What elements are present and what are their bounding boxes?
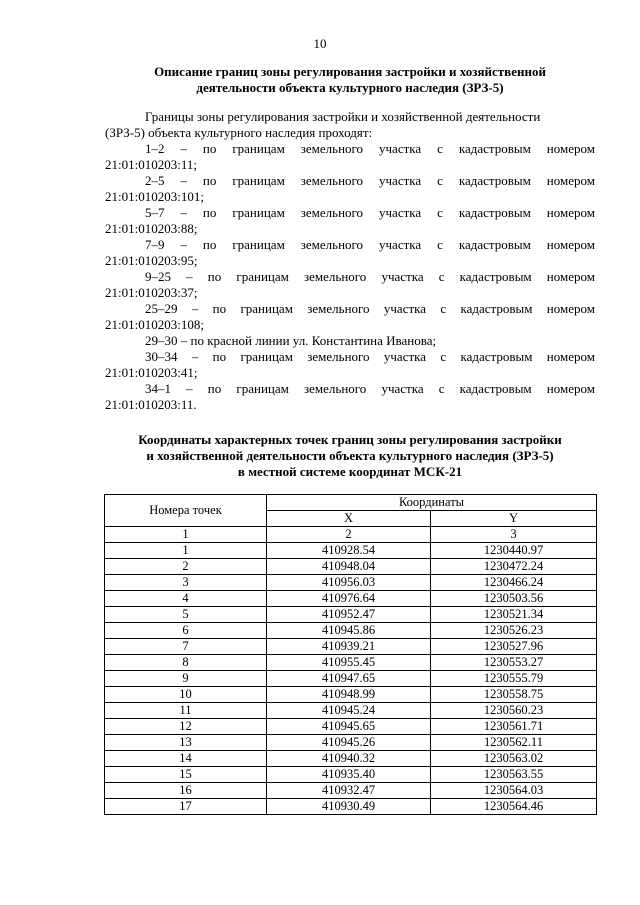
header-points: Номера точек bbox=[105, 495, 267, 527]
x-coordinate: 410948.04 bbox=[267, 559, 431, 575]
word: земельного bbox=[300, 205, 364, 220]
table-row bbox=[105, 623, 597, 639]
word: кадастровым bbox=[458, 141, 531, 156]
point-number: 7 bbox=[105, 639, 267, 655]
y-coordinate: 1230560.23 bbox=[431, 703, 597, 719]
x-coordinate: 410930.49 bbox=[267, 799, 431, 815]
table-row bbox=[105, 639, 597, 655]
word: – bbox=[180, 237, 187, 252]
boundary-description bbox=[105, 109, 595, 413]
word: 5–7 bbox=[145, 205, 165, 220]
word: кадастровым bbox=[458, 173, 531, 188]
point-number: 17 bbox=[105, 799, 267, 815]
cadastral-number: 21:01:010203:95; bbox=[105, 253, 198, 268]
x-coordinate: 410956.03 bbox=[267, 575, 431, 591]
table-row bbox=[105, 703, 597, 719]
column-number: 2 bbox=[267, 527, 431, 543]
word: по bbox=[202, 141, 217, 156]
x-coordinate: 410940.32 bbox=[267, 751, 431, 767]
word: 30–34 bbox=[145, 349, 178, 364]
point-number: 9 bbox=[105, 671, 267, 687]
word: участка bbox=[383, 349, 427, 364]
intro-line: (ЗРЗ-5) объекта культурного наследия проходят: bbox=[105, 125, 373, 140]
word: кадастровым bbox=[460, 349, 533, 364]
section2-title bbox=[100, 432, 600, 480]
x-coordinate: 410935.40 bbox=[267, 767, 431, 783]
y-coordinate: 1230563.55 bbox=[431, 767, 597, 783]
word: 34–1 bbox=[145, 381, 171, 396]
word: номером bbox=[546, 381, 595, 396]
point-number: 11 bbox=[105, 703, 267, 719]
word: земельного bbox=[300, 237, 364, 252]
table-row bbox=[105, 751, 597, 767]
cadastral-number: 21:01:010203:37; bbox=[105, 285, 198, 300]
word: 7–9 bbox=[145, 237, 165, 252]
point-number: 4 bbox=[105, 591, 267, 607]
y-coordinate: 1230440.97 bbox=[431, 543, 597, 559]
intro-line: Границы зоны регулирования застройки и хозяйственной деятельности bbox=[145, 109, 541, 124]
word: границам bbox=[232, 205, 285, 220]
word: 25–29 bbox=[145, 301, 178, 316]
y-coordinate: 1230466.24 bbox=[431, 575, 597, 591]
boundary-item-line bbox=[105, 173, 595, 189]
boundary-items-after bbox=[105, 349, 595, 413]
point-number: 14 bbox=[105, 751, 267, 767]
y-coordinate: 1230521.34 bbox=[431, 607, 597, 623]
word: 2–5 bbox=[145, 173, 165, 188]
cadastral-number: 21:01:010203:88; bbox=[105, 221, 198, 236]
word: с bbox=[437, 205, 443, 220]
y-coordinate: 1230561.71 bbox=[431, 719, 597, 735]
word: с bbox=[437, 237, 443, 252]
table-row bbox=[105, 543, 597, 559]
x-coordinate: 410955.45 bbox=[267, 655, 431, 671]
word: – bbox=[180, 141, 187, 156]
point-number: 6 bbox=[105, 623, 267, 639]
word: по bbox=[212, 301, 227, 316]
red-line-item: 29–30 – по красной линии ул. Константина Иванова; bbox=[145, 333, 437, 348]
word: номером bbox=[546, 173, 595, 188]
y-coordinate: 1230553.27 bbox=[431, 655, 597, 671]
point-number: 5 bbox=[105, 607, 267, 623]
word: границам bbox=[240, 301, 293, 316]
word: участка bbox=[383, 301, 427, 316]
word: с bbox=[440, 301, 447, 316]
word: по bbox=[207, 381, 222, 396]
table-row bbox=[105, 735, 597, 751]
y-coordinate: 1230562.11 bbox=[431, 735, 597, 751]
word: с bbox=[437, 141, 443, 156]
y-coordinate: 1230564.46 bbox=[431, 799, 597, 815]
header-x: X bbox=[267, 511, 431, 527]
word: участка bbox=[379, 237, 422, 252]
point-number: 8 bbox=[105, 655, 267, 671]
word: номером bbox=[546, 205, 595, 220]
header-y: Y bbox=[431, 511, 597, 527]
section2-title-line: в местной системе координат МСК-21 bbox=[237, 464, 463, 479]
word: участка bbox=[381, 381, 424, 396]
word: по bbox=[202, 237, 217, 252]
y-coordinate: 1230526.23 bbox=[431, 623, 597, 639]
word: – bbox=[180, 205, 187, 220]
cadastral-number: 21:01:010203:108; bbox=[105, 317, 204, 332]
word: границам bbox=[240, 349, 293, 364]
word: земельного bbox=[307, 349, 370, 364]
boundary-item-line bbox=[105, 237, 595, 253]
table-row bbox=[105, 719, 597, 735]
word: номером bbox=[546, 301, 595, 316]
x-coordinate: 410952.47 bbox=[267, 607, 431, 623]
x-coordinate: 410947.65 bbox=[267, 671, 431, 687]
page-number: 10 bbox=[313, 36, 327, 51]
word: с bbox=[440, 349, 447, 364]
y-coordinate: 1230472.24 bbox=[431, 559, 597, 575]
section1-title-line: Описание границ зоны регулирования застройки и хозяйственной bbox=[154, 64, 546, 79]
point-number: 3 bbox=[105, 575, 267, 591]
y-coordinate: 1230563.02 bbox=[431, 751, 597, 767]
word: – bbox=[186, 269, 193, 284]
table-row bbox=[105, 767, 597, 783]
cadastral-number: 21:01:010203:11. bbox=[105, 397, 197, 412]
boundary-item-line bbox=[105, 301, 595, 317]
word: с bbox=[438, 269, 445, 284]
cadastral-number: 21:01:010203:101; bbox=[105, 189, 204, 204]
y-coordinate: 1230564.03 bbox=[431, 783, 597, 799]
header-coordinates: Координаты bbox=[267, 495, 597, 511]
coordinates-table bbox=[104, 494, 597, 815]
table-row bbox=[105, 559, 597, 575]
word: – bbox=[180, 173, 187, 188]
y-coordinate: 1230558.75 bbox=[431, 687, 597, 703]
table-row bbox=[105, 799, 597, 815]
y-coordinate: 1230527.96 bbox=[431, 639, 597, 655]
x-coordinate: 410939.21 bbox=[267, 639, 431, 655]
x-coordinate: 410945.24 bbox=[267, 703, 431, 719]
x-coordinate: 410976.64 bbox=[267, 591, 431, 607]
word: границам bbox=[232, 237, 285, 252]
word: кадастровым bbox=[458, 237, 531, 252]
x-coordinate: 410928.54 bbox=[267, 543, 431, 559]
table-row bbox=[105, 575, 597, 591]
table-row bbox=[105, 783, 597, 799]
cadastral-number: 21:01:010203:11; bbox=[105, 157, 197, 172]
word: границам bbox=[236, 269, 289, 284]
point-number: 1 bbox=[105, 543, 267, 559]
word: земельного bbox=[304, 269, 367, 284]
word: границам bbox=[236, 381, 289, 396]
word: участка bbox=[381, 269, 424, 284]
word: – bbox=[186, 381, 193, 396]
word: по bbox=[202, 205, 217, 220]
boundary-item-line bbox=[105, 141, 595, 157]
x-coordinate: 410945.65 bbox=[267, 719, 431, 735]
x-coordinate: 410932.47 bbox=[267, 783, 431, 799]
boundary-item-line bbox=[105, 205, 595, 221]
word: по bbox=[202, 173, 217, 188]
x-coordinate: 410945.26 bbox=[267, 735, 431, 751]
word: номером bbox=[546, 237, 595, 252]
x-coordinate: 410948.99 bbox=[267, 687, 431, 703]
boundary-item-line bbox=[105, 381, 595, 397]
word: границам bbox=[232, 173, 285, 188]
word: кадастровым bbox=[460, 301, 533, 316]
word: по bbox=[212, 349, 227, 364]
word: земельного bbox=[307, 301, 370, 316]
y-coordinate: 1230555.79 bbox=[431, 671, 597, 687]
boundary-item-line bbox=[105, 269, 595, 285]
word: номером bbox=[546, 141, 595, 156]
section2-title-line: и хозяйственной деятельности объекта культурного наследия (ЗРЗ-5) bbox=[146, 448, 554, 463]
word: участка bbox=[379, 173, 422, 188]
word: по bbox=[207, 269, 222, 284]
word: земельного bbox=[300, 173, 364, 188]
word: кадастровым bbox=[459, 269, 532, 284]
word: 1–2 bbox=[145, 141, 165, 156]
point-number: 10 bbox=[105, 687, 267, 703]
word: номером bbox=[546, 269, 595, 284]
word: 9–25 bbox=[145, 269, 171, 284]
column-number: 1 bbox=[105, 527, 267, 543]
table-row bbox=[105, 687, 597, 703]
section2-title-line: Координаты характерных точек границ зоны регулирования застройки bbox=[138, 432, 562, 447]
word: участка bbox=[379, 141, 422, 156]
point-number: 13 bbox=[105, 735, 267, 751]
table-row bbox=[105, 671, 597, 687]
word: с bbox=[438, 381, 445, 396]
x-coordinate: 410945.86 bbox=[267, 623, 431, 639]
word: границам bbox=[232, 141, 285, 156]
word: номером bbox=[546, 349, 595, 364]
table-row bbox=[105, 607, 597, 623]
y-coordinate: 1230503.56 bbox=[431, 591, 597, 607]
table-body bbox=[105, 543, 597, 815]
point-number: 12 bbox=[105, 719, 267, 735]
word: – bbox=[191, 349, 199, 364]
cadastral-number: 21:01:010203:41; bbox=[105, 365, 198, 380]
section1-title bbox=[100, 64, 600, 96]
word: кадастровым bbox=[459, 381, 532, 396]
word: земельного bbox=[304, 381, 367, 396]
boundary-items bbox=[105, 141, 595, 333]
word: – bbox=[191, 301, 199, 316]
word: участка bbox=[379, 205, 422, 220]
table-row bbox=[105, 655, 597, 671]
point-number: 15 bbox=[105, 767, 267, 783]
section1-title-line: деятельности объекта культурного наследия (ЗРЗ-5) bbox=[196, 80, 504, 95]
word: с bbox=[437, 173, 443, 188]
column-number: 3 bbox=[431, 527, 597, 543]
table-row bbox=[105, 591, 597, 607]
point-number: 2 bbox=[105, 559, 267, 575]
boundary-item-line bbox=[105, 349, 595, 365]
point-number: 16 bbox=[105, 783, 267, 799]
word: кадастровым bbox=[458, 205, 531, 220]
word: земельного bbox=[300, 141, 364, 156]
